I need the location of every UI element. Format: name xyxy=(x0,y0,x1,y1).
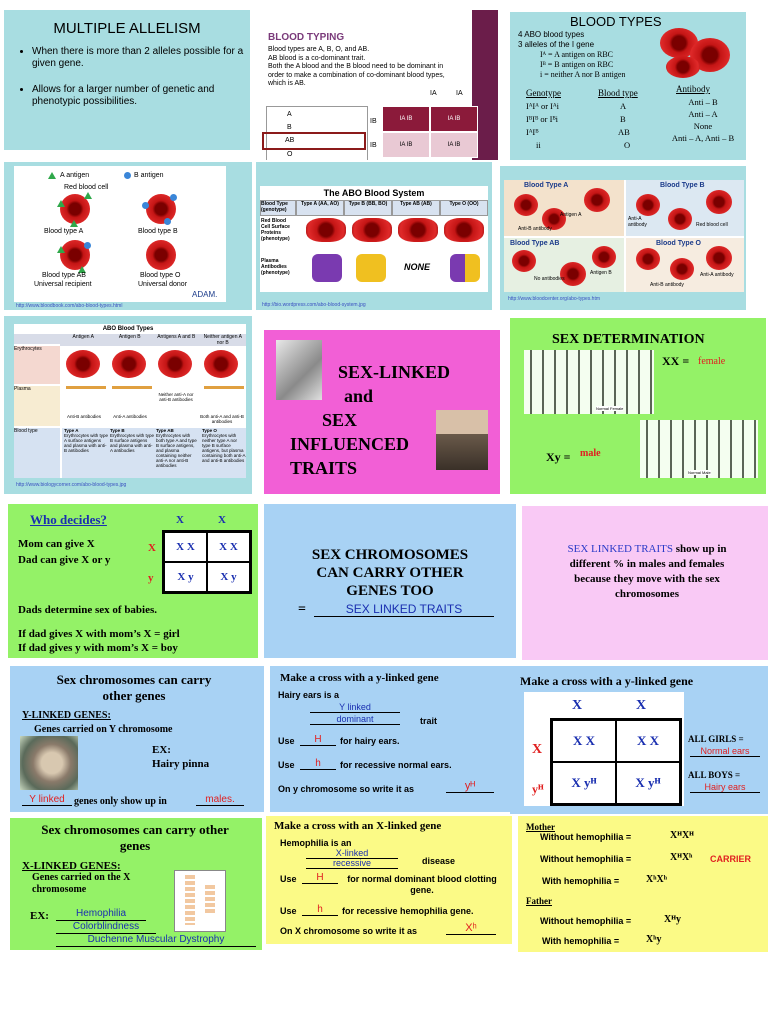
x-cross-fill-card: Make a cross with an X-linked gene Hemophilia is an X-linked recessive disease Use H for normal dominant blood clotting gene. Use h for recessive hemophilia gene. On X chromosome so write it as Xʰ xyxy=(266,816,512,944)
hairy-ear-photo xyxy=(20,736,78,790)
blood-types-title: BLOOD TYPES xyxy=(570,14,662,29)
source-link[interactable]: http://www.biologycorner.com/abo-blood-types.jpg xyxy=(16,482,127,488)
title-line: and xyxy=(344,386,374,406)
blood-types-card: BLOOD TYPES 4 ABO blood types 3 alleles of the I gene Iᴬ = A antigen on RBC Iᴮ = B antigen on RBC i = neither A nor B antigen Genotype Blood type Antibody IᴬIᴬ or Iᴬi IᴮIᴮ or Iᴮi IᴬIᴮ ii A B AB O Anti – B Anti – A None Anti – A, Anti – B xyxy=(510,12,746,160)
blood-typing-bullet: Blood types are A, B, O, and AB. xyxy=(268,46,370,53)
antigens-card: A antigen B antigen Red blood cell Blood type A Blood type B Blood type AB Blood type O Universal recipient Universal donor ADAM. http://www.bloodbook.com/abo-blood-types.html xyxy=(4,162,252,310)
female-karyotype xyxy=(524,350,654,414)
genotype-header: Genotype xyxy=(526,88,561,98)
abo-table-title: ABO Blood Types xyxy=(102,326,154,332)
allelism-bullet: • Allows for a larger number of genetic and phenotypic possibilities. xyxy=(32,84,250,108)
sex-linked-traits-answer: SEX LINKED TRAITS xyxy=(314,602,494,617)
title-line: TRAITS xyxy=(290,458,358,478)
sex-determination-title: SEX DETERMINATION xyxy=(552,332,705,347)
source-link[interactable]: http://www.bloodbook.com/abo-blood-types.html xyxy=(16,303,123,309)
y-cross-punnett: X X X X X yᴴ X yᴴ xyxy=(550,718,682,806)
xy-label: Xy = xyxy=(546,450,571,464)
blood-typing-punnett: IA IB IA IB IA IB IA IB xyxy=(382,106,478,158)
antibody-header: Antibody xyxy=(676,84,711,94)
no-antibody-label: NONE xyxy=(404,262,431,272)
antibody-a xyxy=(312,254,342,282)
who-decides-card: Who decides? Mom can give X Dad can give X or y X X X y X X X X X y X y Dads determine sex of babies. If dad gives X with mom’s X = girl If dad gives y with mom’s X = boy xyxy=(8,504,258,658)
source-link[interactable]: http://www.bloodcenter.org/abo-types.htm xyxy=(508,296,600,302)
xx-value: female xyxy=(698,356,726,367)
highlight-box xyxy=(262,132,366,150)
title-line: INFLUENCED xyxy=(290,434,410,454)
blood-typing-bullet: Both the A blood and the B blood need to be dominant in order to make a combination of co-dominant blood types, which is AB. xyxy=(268,63,445,87)
rbc-type-o xyxy=(146,240,176,270)
antibody-b xyxy=(356,254,386,282)
allele-line: i = neither A nor B antigen xyxy=(540,70,626,79)
blood-typing-card: BLOOD TYPING Blood types are A, B, O, and AB. AB blood is a co-dominant trait. Both the A blood and the B blood need to be dominant in order to make a combination of co-dominant blood types, which is AB. A B AB O IA IA IB IB IA IB IA IB IA IB IA IB xyxy=(258,10,498,160)
title-line: SEX-LINKED xyxy=(338,362,451,382)
allele-line: Iᴮ = B antigen on RBC xyxy=(540,60,614,69)
antibody-icon xyxy=(204,386,244,413)
blood-typing-bullet: AB blood is a co-dominant trait. xyxy=(268,54,366,62)
antibody-ab xyxy=(450,254,480,282)
a-antigen-icon xyxy=(48,172,56,179)
hemophilia-genotypes-card: Mother Without hemophilia = XᴴXᴴ Without hemophilia = XᴴXʰ CARRIER With hemophilia = XʰXʰ Father Without hemophilia = Xᴴy With hemophilia = Xʰy xyxy=(518,816,768,952)
blood-typing-mini-table: A B AB O xyxy=(266,106,368,160)
sex-determination-card: SEX DETERMINATION Normal Female XX = female Normal Male Xy = male xyxy=(510,318,766,494)
b-antigen-icon xyxy=(124,172,131,179)
rbc-panels-card: Blood Type A Blood Type B Blood Type AB Blood Type O Antigen A Anti-B antibody Anti-A antibody Red blood cell No antibodies Antigen B Anti-A antibody Anti-B antibody http://www.bloodcenter.org/abo-types.htm xyxy=(500,166,746,310)
title-line: SEX xyxy=(322,410,358,430)
xx-label: XX = xyxy=(662,354,690,368)
xy-value: male xyxy=(580,448,601,459)
allele-line: Iᴬ = A antigen on RBC xyxy=(540,50,613,59)
blood-types-bullet: 3 alleles of the I gene xyxy=(518,40,595,49)
rbc-photo xyxy=(666,56,700,78)
bloodtype-header: Blood type xyxy=(598,88,638,98)
carry-other-genes-card: SEX CHROMOSOMES CAN CARRY OTHER GENES TOO = SEX LINKED TRAITS xyxy=(264,504,516,658)
abo-table-card: ABO Blood Types Antigen A Antigen B Antigens A and B Neither antigen A nor B Erythrocytes Plasma Blood type Anti-B antibodies Anti-A antibodies Neither anti-A nor anti-B antibodies Both anti-A and anti-B antibodies Type A Erythrocytes with type A surface antigens and plasma with anti-B antibodies Type B Erythrocytes with type B surface antigens and plasma with anti-A antibodies Type AB Erythrocytes with both type A and type B surface antigens, and plasma containing neither anti-A nor anti-B antibodies Type O Erythrocytes with neither type A nor type B surface antigens, but plasma containing both anti-A and anti-B antibodies http://www.biologycorner.com/abo-blood-types.jpg xyxy=(4,316,252,494)
blood-typing-title: BLOOD TYPING xyxy=(268,32,345,43)
who-decides-title: Who decides? xyxy=(30,512,107,527)
sex-linked-traits-card: SEX LINKED TRAITS show up in different % in males and females because they move with the sex chromosomes xyxy=(522,506,768,660)
abo-system-card: The ABO Blood System Blood Type (genotype) Type A (AA, AO) Type B (BB, BO) Type AB (AB) Type O (OO) Red Blood Cell Surface Proteins (phenotype) Plasma Antibodies (phenotype) NONE http://bio.wordpress.com/abo-blood-system.jpg xyxy=(256,162,492,310)
y-linked-card: Sex chromosomes can carry other genes Y-LINKED GENES: Genes carried on Y chromosome EX: Hairy pinna Y linked genes only show up in males. xyxy=(10,666,264,812)
allelism-bullet: • When there is more than 2 alleles possible for a given gene. xyxy=(32,46,250,70)
x-linked-card: Sex chromosomes can carry other genes X-LINKED GENES: Genes carried on the X chromosome EX: Hemophilia Colorblindness Duchenne Muscular Dystrophy xyxy=(10,818,262,950)
multiple-allelism-title: MULTIPLE ALLELISM xyxy=(53,20,201,37)
abo-system-title: The ABO Blood System xyxy=(323,188,425,198)
sex-linked-title-card xyxy=(264,330,500,494)
who-decides-punnett: X X X X X y X y xyxy=(162,530,252,594)
y-cross-fill-card: Make a cross with a y-linked gene Hairy ears is a Y linked dominant trait Use H for hairy ears. Use h for recessive normal ears. On y chromosome so write it as yᴴ xyxy=(270,666,512,812)
antibody-icon xyxy=(112,386,152,413)
antibody-icon xyxy=(66,386,106,413)
y-cross-square-card: Make a cross with a y-linked gene X X X yᴴ X X X X X yᴴ X yᴴ ALL GIRLS = Normal ears ALL BOYS = Hairy ears xyxy=(510,666,768,814)
multiple-allelism-card xyxy=(4,10,250,150)
adam-logo: ADAM. xyxy=(192,290,218,299)
blood-types-bullet: 4 ABO blood types xyxy=(518,30,585,39)
source-link[interactable]: http://bio.wordpress.com/abo-blood-system.jpg xyxy=(262,302,366,308)
